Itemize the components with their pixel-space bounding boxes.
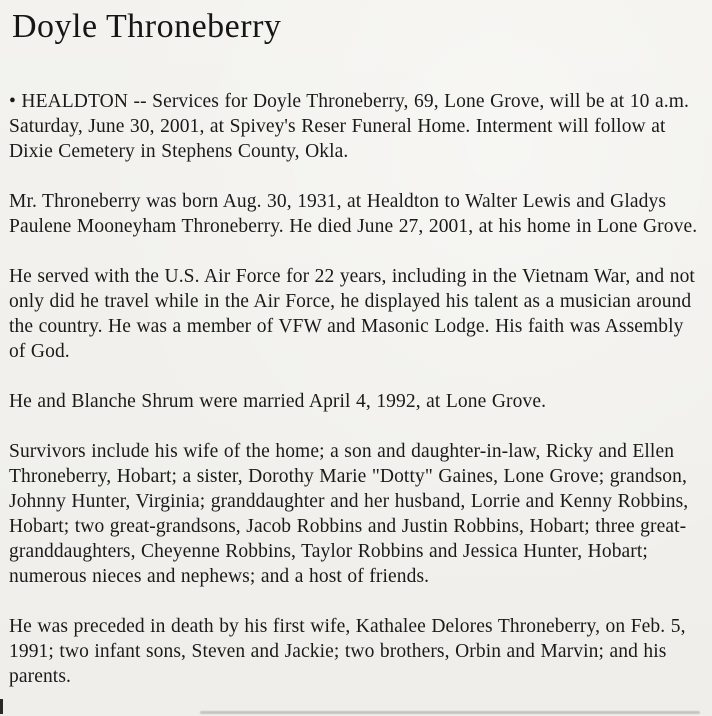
obituary-paragraph-service-history: He served with the U.S. Air Force for 22 years, including in the Vietnam War, and not only did he travel while in the Air Force, he displayed his talent as a musician around the country. He was a member of VFW and Masonic Lodge. His faith was Assembly of God. bbox=[9, 265, 695, 362]
obituary-paragraph-preceded-in-death: He was preceded in death by his first wife, Kathalee Delores Throneberry, on Feb. 5, 1991; two infant sons, Steven and Jackie; two brothers, Orbin and Marvin; and his parents. bbox=[9, 615, 686, 687]
obituary-paragraph-services: • HEALDTON -- Services for Doyle Throneberry, 69, Lone Grove, will be at 10 a.m. Saturday, June 30, 2001, at Spivey's Reser Funeral Home. Interment will follow at Dixie Cemetery in Stephens County, Okla. bbox=[9, 90, 689, 162]
obituary-paragraph-birth-death: Mr. Throneberry was born Aug. 30, 1931, at Healdton to Walter Lewis and Gladys Paulene Mooneyham Throneberry. He died June 27, 2001, at his home in Lone Grove. bbox=[9, 190, 698, 237]
obituary-title: Doyle Throneberry bbox=[12, 8, 282, 45]
scan-smudge-bottom-edge bbox=[200, 711, 700, 714]
obituary-paragraph-marriage: He and Blanche Shrum were married April 4, 1992, at Lone Grove. bbox=[9, 390, 547, 412]
obituary-paragraph-survivors: Survivors include his wife of the home; a son and daughter-in-law, Ricky and Ellen Throneberry, Hobart; a sister, Dorothy Marie "Dotty" Gaines, Lone Grove; grandson, Johnny Hunter, Virginia; granddaughter and her husband, Lorrie and Kenny Robbins, Hobart; two great-grandsons, Jacob Robbins and Justin Robbins, Hobart; three great-granddaughters, Cheyenne Robbins, Taylor Robbins and Jessica Hunter, Hobart; numerous nieces and nephews; and a host of friends. bbox=[9, 440, 689, 587]
scan-artifact-bottom-left bbox=[0, 699, 3, 714]
